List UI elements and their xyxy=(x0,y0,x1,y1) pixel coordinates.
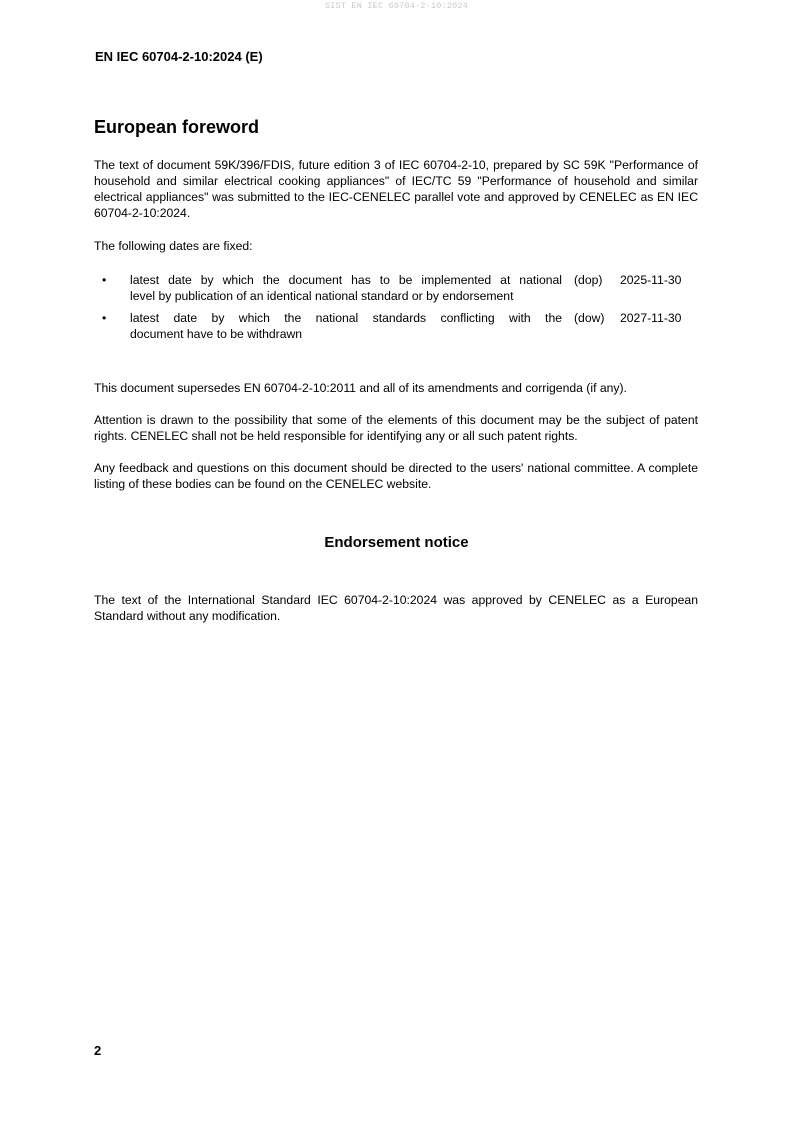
date-description-line: latest date by which the national standards conflicting with the xyxy=(130,311,562,325)
date-row-dow xyxy=(94,311,698,345)
foreword-intro-paragraph: The text of document 59K/396/FDIS, future edition 3 of IEC 60704-2-10, prepared by SC 59K "Performance of household and similar electrical cooking appliances" of IEC/TC 59 "Performance of household and similar electrical appliances" was submitted to the IEC-CENELEC parallel vote and approved by CENELEC as EN IEC 60704-2-10:2024. xyxy=(94,158,698,220)
date-description xyxy=(130,273,562,304)
page-number: 2 xyxy=(94,1043,102,1058)
endorsement-paragraph: The text of the International Standard IEC 60704-2-10:2024 was approved by CENELEC as a European Standard without any modification. xyxy=(94,593,698,623)
date-description-line: document have to be withdrawn xyxy=(130,326,303,341)
date-description-line: level by publication of an identical national standard or by endorsement xyxy=(130,288,514,303)
date-value: 2027-11-30 xyxy=(620,311,682,325)
dates-list xyxy=(94,273,698,345)
supersedes-paragraph: This document supersedes EN 60704-2-10:2011 and all of its amendments and corrigenda (if any). xyxy=(94,381,627,395)
date-abbreviation: (dop) xyxy=(574,273,603,287)
date-description-line: latest date by which the document has to be implemented at national xyxy=(130,273,562,287)
document-header: EN IEC 60704-2-10:2024 (E) xyxy=(95,49,263,64)
date-row-dop xyxy=(94,273,698,307)
page-title: European foreword xyxy=(94,117,260,137)
bullet-icon: • xyxy=(102,311,107,325)
bullet-icon: • xyxy=(102,273,107,287)
patent-paragraph: Attention is drawn to the possibility that some of the elements of this document may be the subject of patent rights. CENELEC shall not be held responsible for identifying any or all such patent rights. xyxy=(94,413,698,443)
endorsement-title: Endorsement notice xyxy=(324,534,469,551)
feedback-paragraph: Any feedback and questions on this document should be directed to the users' national committee. A complete listing of these bodies can be found on the CENELEC website. xyxy=(94,461,698,491)
dates-intro-paragraph: The following dates are fixed: xyxy=(94,239,253,253)
date-abbreviation: (dow) xyxy=(574,311,605,325)
date-value: 2025-11-30 xyxy=(620,273,682,287)
date-description xyxy=(130,311,562,342)
watermark: SIST EN IEC 60704-2-10:2024 xyxy=(324,1,469,11)
